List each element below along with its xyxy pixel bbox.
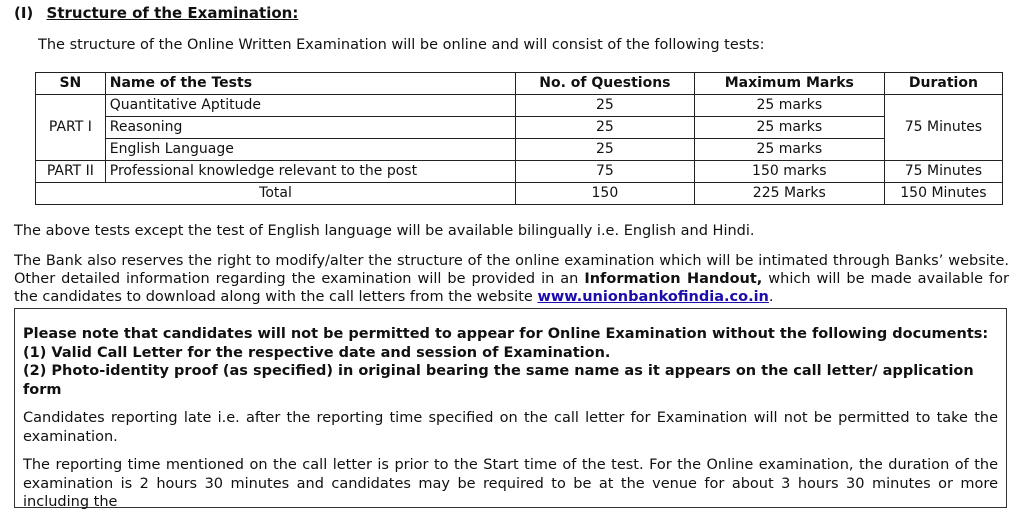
notice-line-2: (1) Valid Call Letter for the respective date and session of Examination.	[23, 344, 611, 361]
section-number: (I)	[14, 4, 34, 22]
website-link[interactable]: www.unionbankofindia.co.in	[537, 289, 769, 305]
test-marks: 25 marks	[694, 117, 884, 139]
header-sn: SN	[36, 73, 106, 95]
part2-duration: 75 Minutes	[884, 161, 1002, 183]
exam-structure-table	[35, 72, 1003, 205]
part1-label: PART I	[36, 95, 106, 161]
header-duration: Duration	[884, 73, 1002, 95]
header-marks: Maximum Marks	[694, 73, 884, 95]
late-reporting-note: Candidates reporting late i.e. after the reporting time specified on the call letter for Examination will not be permitted to take the examination.	[23, 410, 998, 445]
table-row	[36, 95, 1003, 117]
table-row	[36, 117, 1003, 139]
modify-note-end: .	[768, 289, 774, 305]
test-questions: 25	[516, 117, 695, 139]
notice-line-3: (2) Photo-identity proof (as specified) in original bearing the same name as it appears on the call letter/ application form	[23, 363, 974, 398]
table-total-row	[36, 183, 1003, 205]
bilingual-note: The above tests except the test of English language will be available bilingually i.e. English and Hindi.	[14, 223, 755, 239]
total-duration: 150 Minutes	[884, 183, 1002, 205]
notice-line-1: Please note that candidates will not be permitted to appear for Online Examination without the following documents:	[23, 326, 989, 342]
test-name: Professional knowledge relevant to the post	[105, 161, 515, 183]
reporting-time-note: The reporting time mentioned on the call letter is prior to the Start time of the test. For the Online examination, the duration of the examination is 2 hours 30 minutes and candidates may be required to be at the venue for about 3 hours 30 minutes or more including the	[23, 457, 998, 510]
documents-notice-box	[14, 308, 1007, 508]
test-marks: 25 marks	[694, 139, 884, 161]
modify-note	[14, 252, 1009, 306]
spacer	[23, 399, 998, 409]
spacer	[23, 446, 998, 456]
information-handout-label: Information Handout,	[584, 271, 763, 287]
part2-label: PART II	[36, 161, 106, 183]
test-questions: 75	[516, 161, 695, 183]
header-test-name: Name of the Tests	[105, 73, 515, 95]
total-marks: 225 Marks	[694, 183, 884, 205]
section-title: Structure of the Examination:	[46, 4, 299, 22]
header-questions: No. of Questions	[516, 73, 695, 95]
total-label: Total	[36, 183, 516, 205]
test-questions: 25	[516, 139, 695, 161]
section-heading	[14, 4, 298, 22]
test-name: Quantitative Aptitude	[105, 95, 515, 117]
test-marks: 25 marks	[694, 95, 884, 117]
modify-note-text-1: The Bank also reserves the right to modify/alter the structure of the online examination which will be intimated through Banks’ website. Other detailed information regarding the examination will be provided in an	[14, 253, 1009, 287]
test-questions: 25	[516, 95, 695, 117]
total-questions: 150	[516, 183, 695, 205]
modify-note-text-2: which will be made available for the candidates to download along with the call letters from the website	[14, 271, 1009, 305]
test-name: English Language	[105, 139, 515, 161]
part1-duration: 75 Minutes	[884, 95, 1002, 161]
test-marks: 150 marks	[694, 161, 884, 183]
intro-text: The structure of the Online Written Examination will be online and will consist of the following tests:	[38, 37, 765, 53]
test-name: Reasoning	[105, 117, 515, 139]
table-row	[36, 139, 1003, 161]
table-row	[36, 161, 1003, 183]
table-header-row	[36, 73, 1003, 95]
